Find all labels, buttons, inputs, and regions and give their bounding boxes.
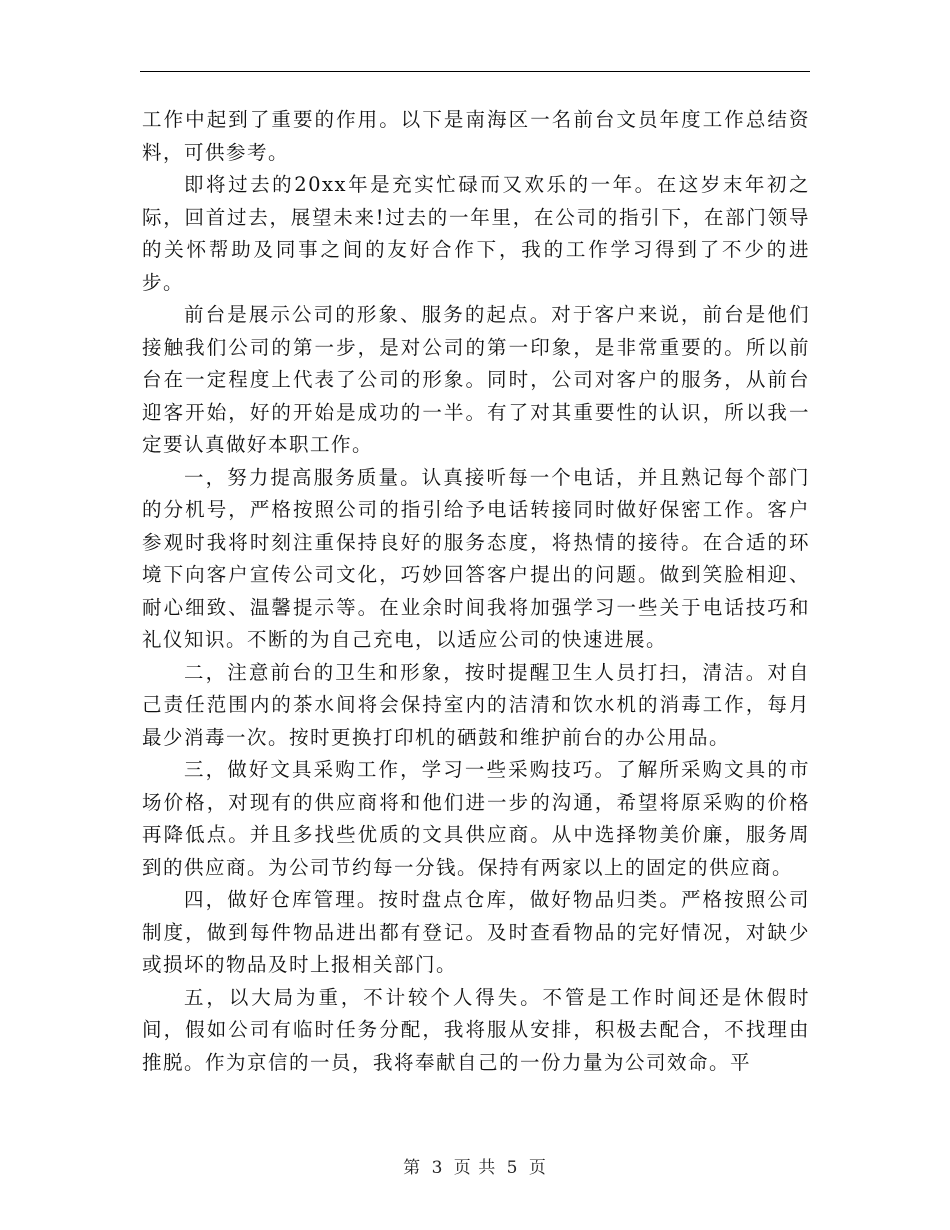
paragraph-item-3-purchasing: 三，做好文具采购工作，学习一些采购技巧。了解所采购文具的市场价格，对现有的供应商将和他们进一步的沟通，希望将原采购的价格再降低点。并且多找些优质的文具供应商。从中选择物美价廉，服务周到的供应商。为公司节约每一分钱。保持有两家以上的固定的供应商。 bbox=[142, 758, 810, 879]
header-rule bbox=[140, 71, 810, 72]
paragraph-intro: 工作中起到了重要的作用。以下是南海区一名前台文员年度工作总结资料，可供参考。 bbox=[142, 108, 810, 164]
paragraph-item-4-warehouse: 四，做好仓库管理。按时盘点仓库，做好物品归类。严格按照公司制度，做到每件物品进出都有登记。及时查看物品的完好情况，对缺少或损坏的物品及时上报相关部门。 bbox=[142, 888, 810, 976]
paragraph-front-desk-role: 前台是展示公司的形象、服务的起点。对于客户来说，前台是他们接触我们公司的第一步，是对公司的第一印象，是非常重要的。所以前台在一定程度上代表了公司的形象。同时，公司对客户的服务，从前台迎客开始，好的开始是成功的一半。有了对其重要性的认识，所以我一定要认真做好本职工作。 bbox=[142, 303, 810, 456]
footer-middle: 页 共 bbox=[453, 1158, 497, 1178]
document-body bbox=[142, 104, 810, 1079]
footer-current-page: 3 bbox=[431, 1158, 444, 1178]
paragraph-item-2-hygiene: 二，注意前台的卫生和形象，按时提醒卫生人员打扫，清洁。对自己责任范围内的茶水间将会保持室内的洁清和饮水机的消毒工作，每月最少消毒一次。按时更换打印机的硒鼓和维护前台的办公用品。 bbox=[142, 660, 810, 749]
paragraph-year-summary: 即将过去的20xx年是充实忙碌而又欢乐的一年。在这岁末年初之际，回首过去，展望未来!过去的一年里，在公司的指引下，在部门领导的关怀帮助及同事之间的友好合作下，我的工作学习得到了不少的进步。 bbox=[142, 173, 810, 294]
footer-total-pages: 5 bbox=[506, 1158, 519, 1178]
paragraph-item-5-teamwork: 五，以大局为重，不计较个人得失。不管是工作时间还是休假时间，假如公司有临时任务分配，我将服从安排，积极去配合，不找理由推脱。作为京信的一员，我将奉献自己的一份力量为公司效命。平 bbox=[142, 985, 810, 1074]
page-footer bbox=[0, 1153, 950, 1178]
footer-suffix: 页 bbox=[528, 1158, 547, 1178]
paragraph-item-1-service: 一，努力提高服务质量。认真接听每一个电话，并且熟记每个部门的分机号，严格按照公司的指引给予电话转接同时做好保密工作。客户参观时我将时刻注重保持良好的服务态度，将热情的接待。在合适的环境下向客户宣传公司文化，巧妙回答客户提出的问题。做到笑脸相迎、耐心细致、温馨提示等。在业余时间我将加强学习一些关于电话技巧和礼仪知识。不断的为自己充电，以适应公司的快速进展。 bbox=[142, 465, 810, 651]
footer-prefix: 第 bbox=[403, 1158, 422, 1178]
